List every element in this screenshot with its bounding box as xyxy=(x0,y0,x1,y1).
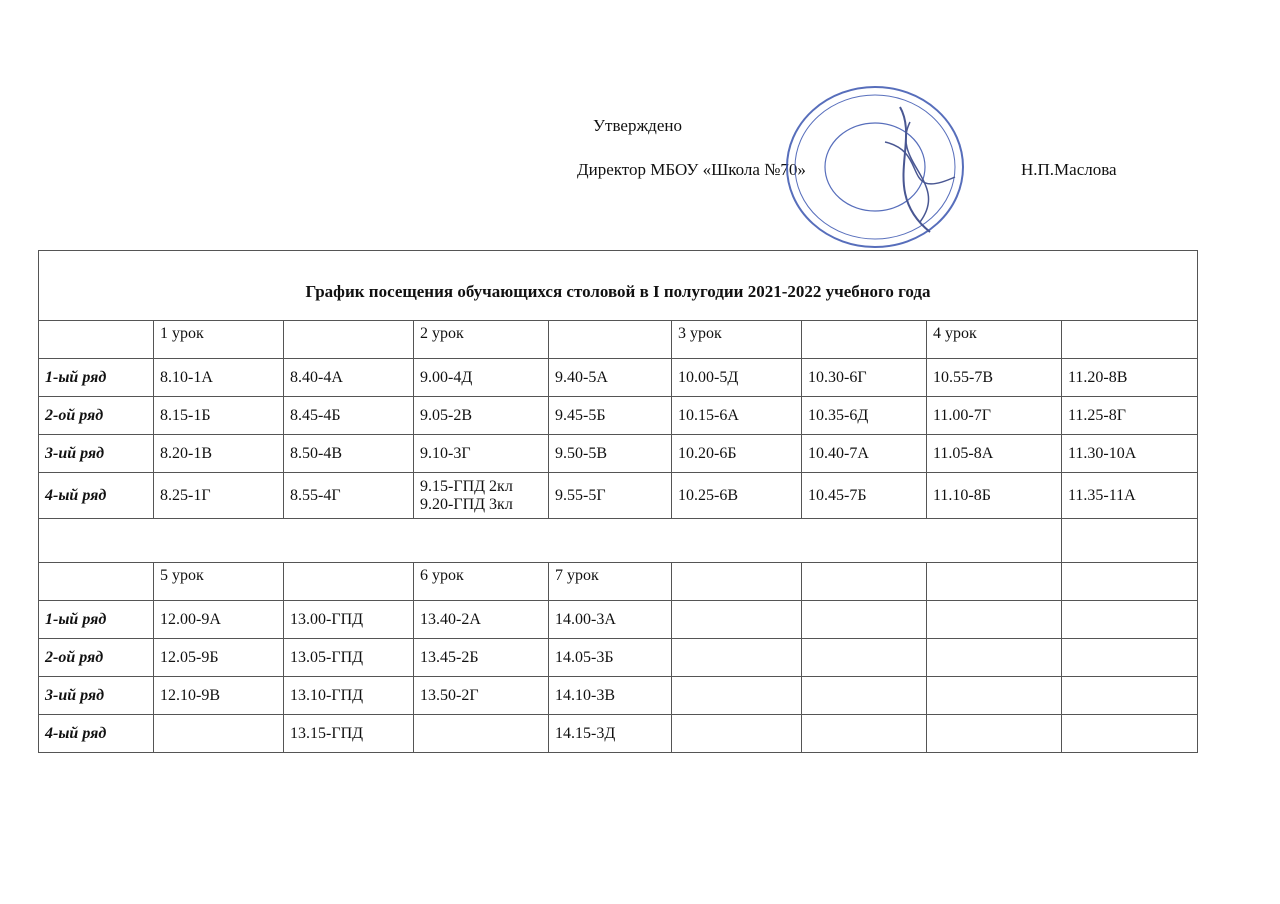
schedule-slot: 9.15-ГПД 2кл xyxy=(420,477,513,495)
schedule-cell xyxy=(414,715,549,753)
schedule-cell xyxy=(672,639,802,677)
lesson-header-cell: 7 урок xyxy=(549,563,672,601)
approval-position: Директор МБОУ «Школа №70» xyxy=(577,160,806,179)
schedule-cell xyxy=(414,473,549,519)
schedule-cell: 10.20-6Б xyxy=(672,435,802,473)
lesson-header-cell xyxy=(284,563,414,601)
schedule-cell: 9.55-5Г xyxy=(549,473,672,519)
approval-label: Утверждено xyxy=(593,116,682,135)
lesson-header-cell: 2 урок xyxy=(414,321,549,359)
schedule-cell xyxy=(802,601,927,639)
lesson-header-cell xyxy=(802,563,927,601)
table-row xyxy=(39,677,1198,715)
schedule-cell xyxy=(154,715,284,753)
schedule-cell: 8.40-4А xyxy=(284,359,414,397)
cafeteria-schedule-table xyxy=(38,250,1198,753)
schedule-cell xyxy=(802,715,927,753)
schedule-cell: 10.25-6В xyxy=(672,473,802,519)
director-name: Н.П.Маслова xyxy=(1021,160,1117,179)
schedule-cell: 10.40-7А xyxy=(802,435,927,473)
schedule-cell: 8.15-1Б xyxy=(154,397,284,435)
lesson-header-cell xyxy=(672,563,802,601)
schedule-cell xyxy=(802,677,927,715)
schedule-cell xyxy=(802,639,927,677)
table-row xyxy=(39,639,1198,677)
schedule-cell: 14.05-3Б xyxy=(549,639,672,677)
schedule-cell: 9.10-3Г xyxy=(414,435,549,473)
schedule-cell xyxy=(927,677,1062,715)
row-label: 1-ый ряд xyxy=(39,601,154,639)
table-row xyxy=(39,397,1198,435)
table-title: График посещения обучающихся столовой в I полугодии 2021-2022 учебного года xyxy=(39,251,1198,321)
schedule-cell: 14.00-3А xyxy=(549,601,672,639)
schedule-cell: 10.00-5Д xyxy=(672,359,802,397)
table-row xyxy=(39,359,1198,397)
schedule-cell: 9.05-2В xyxy=(414,397,549,435)
lesson-header-cell xyxy=(1062,563,1198,601)
spacer-cell xyxy=(39,519,1062,563)
row-label: 3-ий ряд xyxy=(39,677,154,715)
row-label: 4-ый ряд xyxy=(39,473,154,519)
schedule-cell: 13.40-2А xyxy=(414,601,549,639)
schedule-cell xyxy=(1062,677,1198,715)
schedule-cell: 13.50-2Г xyxy=(414,677,549,715)
schedule-cell: 8.55-4Г xyxy=(284,473,414,519)
block1-header-row xyxy=(39,321,1198,359)
schedule-cell: 10.15-6А xyxy=(672,397,802,435)
lesson-header-cell xyxy=(39,563,154,601)
schedule-cell: 10.30-6Г xyxy=(802,359,927,397)
schedule-cell: 11.35-11А xyxy=(1062,473,1198,519)
schedule-cell xyxy=(1062,715,1198,753)
schedule-cell: 9.40-5А xyxy=(549,359,672,397)
schedule-cell xyxy=(927,601,1062,639)
schedule-cell: 10.55-7В xyxy=(927,359,1062,397)
row-label: 2-ой ряд xyxy=(39,397,154,435)
schedule-cell xyxy=(672,677,802,715)
schedule-cell xyxy=(1062,601,1198,639)
schedule-cell: 8.25-1Г xyxy=(154,473,284,519)
schedule-cell xyxy=(672,715,802,753)
lesson-header-cell xyxy=(802,321,927,359)
lesson-header-cell: 5 урок xyxy=(154,563,284,601)
school-stamp-icon xyxy=(780,82,970,252)
row-label: 4-ый ряд xyxy=(39,715,154,753)
schedule-cell: 14.15-3Д xyxy=(549,715,672,753)
schedule-cell xyxy=(1062,639,1198,677)
schedule-cell: 12.05-9Б xyxy=(154,639,284,677)
schedule-cell: 11.00-7Г xyxy=(927,397,1062,435)
row-label: 2-ой ряд xyxy=(39,639,154,677)
schedule-cell: 14.10-3В xyxy=(549,677,672,715)
lesson-header-cell: 3 урок xyxy=(672,321,802,359)
schedule-cell xyxy=(927,715,1062,753)
schedule-cell: 11.20-8В xyxy=(1062,359,1198,397)
schedule-cell: 11.10-8Б xyxy=(927,473,1062,519)
spacer-cell xyxy=(1062,519,1198,563)
row-label: 1-ый ряд xyxy=(39,359,154,397)
lesson-header-cell: 4 урок xyxy=(927,321,1062,359)
table-row xyxy=(39,715,1198,753)
schedule-cell: 11.25-8Г xyxy=(1062,397,1198,435)
schedule-slot: 9.20-ГПД 3кл xyxy=(420,495,513,513)
lesson-header-cell: 1 урок xyxy=(154,321,284,359)
schedule-cell: 13.15-ГПД xyxy=(284,715,414,753)
schedule-cell: 13.10-ГПД xyxy=(284,677,414,715)
schedule-cell: 8.50-4В xyxy=(284,435,414,473)
schedule-cell: 10.45-7Б xyxy=(802,473,927,519)
table-row xyxy=(39,435,1198,473)
schedule-cell: 12.00-9А xyxy=(154,601,284,639)
schedule-cell: 9.00-4Д xyxy=(414,359,549,397)
schedule-cell: 11.30-10А xyxy=(1062,435,1198,473)
lesson-header-cell xyxy=(284,321,414,359)
lesson-header-cell xyxy=(927,563,1062,601)
lesson-header-cell xyxy=(549,321,672,359)
schedule-cell: 9.50-5В xyxy=(549,435,672,473)
block2-header-row xyxy=(39,563,1198,601)
schedule-cell: 11.05-8А xyxy=(927,435,1062,473)
schedule-cell: 13.45-2Б xyxy=(414,639,549,677)
schedule-cell: 8.45-4Б xyxy=(284,397,414,435)
schedule-cell: 13.05-ГПД xyxy=(284,639,414,677)
table-row xyxy=(39,601,1198,639)
schedule-cell xyxy=(672,601,802,639)
schedule-cell: 10.35-6Д xyxy=(802,397,927,435)
schedule-cell: 9.45-5Б xyxy=(549,397,672,435)
lesson-header-cell xyxy=(1062,321,1198,359)
schedule-cell: 8.10-1А xyxy=(154,359,284,397)
lesson-header-cell xyxy=(39,321,154,359)
spacer-row xyxy=(39,519,1198,563)
schedule-cell: 8.20-1В xyxy=(154,435,284,473)
schedule-cell xyxy=(927,639,1062,677)
row-label: 3-ий ряд xyxy=(39,435,154,473)
table-row xyxy=(39,473,1198,519)
schedule-cell: 13.00-ГПД xyxy=(284,601,414,639)
schedule-cell: 12.10-9В xyxy=(154,677,284,715)
lesson-header-cell: 6 урок xyxy=(414,563,549,601)
